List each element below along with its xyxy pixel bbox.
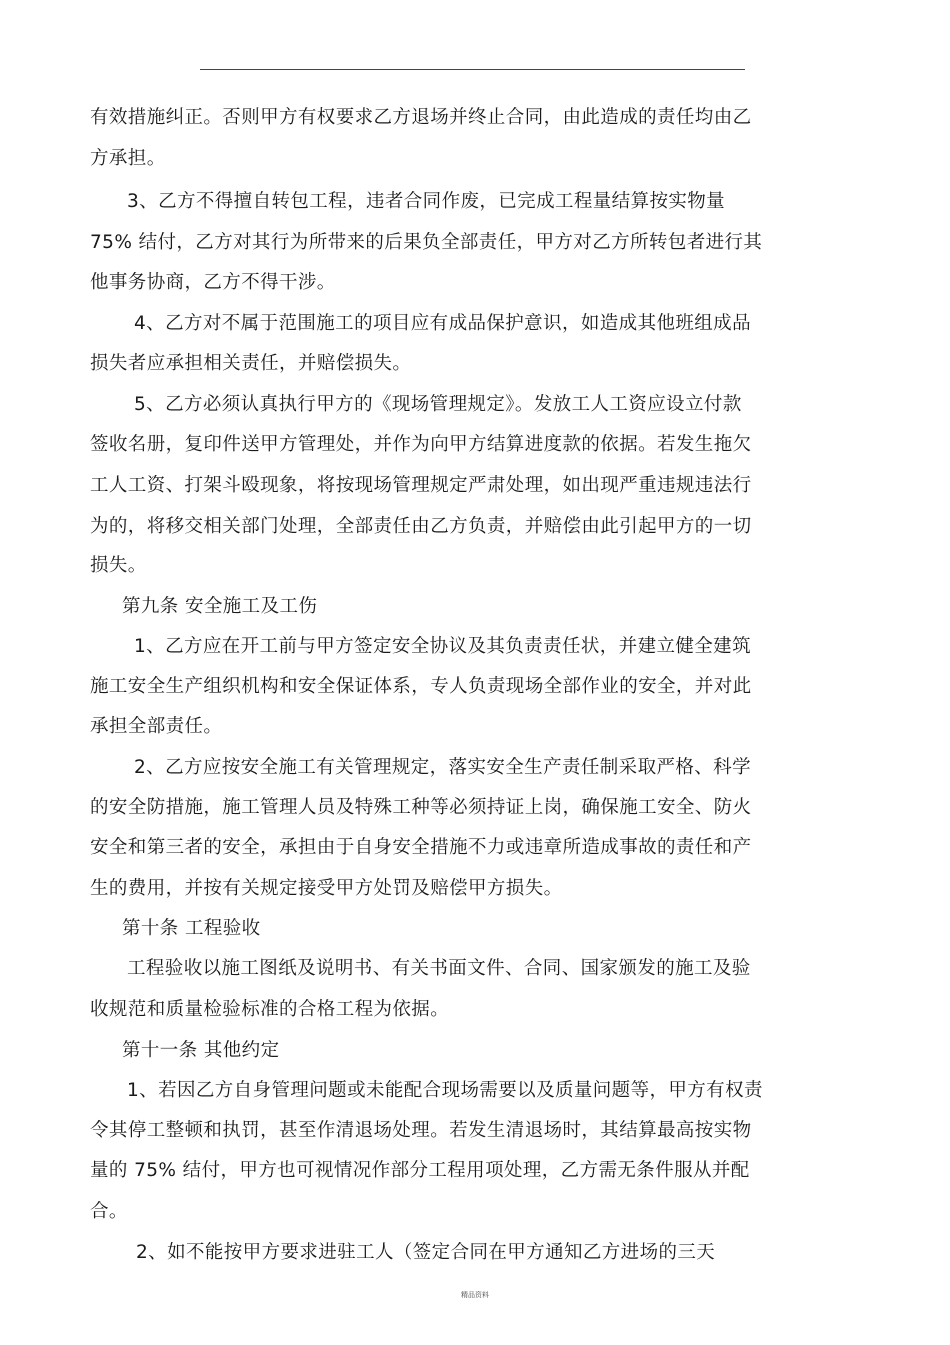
text-line: 生的费用，并按有关规定接受甲方处罚及赔偿甲方损失。	[90, 878, 563, 899]
text-line: 收规范和质量检验标准的合格工程为依据。	[90, 999, 450, 1020]
text-line: 的安全防措施，施工管理人员及特殊工种等必须持证上岗，确保施工安全、防火	[90, 797, 752, 818]
text-line: 75% 结付，乙方对其行为所带来的后果负全部责任，甲方对乙方所转包者进行其	[90, 232, 763, 253]
text-line: 施工安全生产组织机构和安全保证体系，专人负责现场全部作业的安全，并对此	[90, 676, 752, 697]
section-heading: 第十一条 其他约定	[122, 1040, 280, 1061]
text-line: 方承担。	[90, 148, 166, 169]
text-line: 1、若因乙方自身管理问题或未能配合现场需要以及质量问题等，甲方有权责	[127, 1080, 763, 1101]
text-line: 令其停工整顿和执罚，甚至作清退场处理。若发生清退场时，其结算最高按实物	[90, 1120, 752, 1141]
text-line: 损失者应承担相关责任，并赔偿损失。	[90, 353, 412, 374]
section-heading: 第十条 工程验收	[122, 918, 261, 939]
text-line: 合。	[90, 1201, 128, 1222]
header-rule	[200, 69, 745, 70]
text-line: 量的 75% 结付，甲方也可视情况作部分工程用项处理，乙方需无条件服从并配	[90, 1160, 750, 1181]
text-line: 2、如不能按甲方要求进驻工人（签定合同在甲方通知乙方进场的三天	[136, 1242, 716, 1263]
text-line: 有效措施纠正。否则甲方有权要求乙方退场并终止合同，由此造成的责任均由乙	[90, 107, 752, 128]
text-line: 为的，将移交相关部门处理，全部责任由乙方负责，并赔偿由此引起甲方的一切	[90, 516, 752, 537]
text-line: 工程验收以施工图纸及说明书、有关书面文件、合同、国家颁发的施工及验	[127, 958, 751, 979]
text-line: 2、乙方应按安全施工有关管理规定，落实安全生产责任制采取严格、科学	[134, 757, 751, 778]
text-line: 工人工资、打架斗殴现象，将按现场管理规定严肃处理，如出现严重违规违法行	[90, 475, 752, 496]
footer-note: 精品资料	[461, 1291, 489, 1299]
text-line: 安全和第三者的安全，承担由于自身安全措施不力或违章所造成事故的责任和产	[90, 837, 752, 858]
text-line: 4、乙方对不属于范围施工的项目应有成品保护意识，如造成其他班组成品	[134, 313, 751, 334]
text-line: 1、乙方应在开工前与甲方签定安全协议及其负责责任状，并建立健全建筑	[134, 636, 751, 657]
text-line: 损失。	[90, 555, 147, 576]
text-line: 签收名册，复印件送甲方管理处，并作为向甲方结算进度款的依据。若发生拖欠	[90, 434, 752, 455]
text-line: 5、乙方必须认真执行甲方的《现场管理规定》。发放工人工资应设立付款	[134, 394, 742, 415]
text-line: 3、乙方不得擅自转包工程，违者合同作废，已完成工程量结算按实物量	[127, 191, 726, 212]
text-line: 他事务协商，乙方不得干涉。	[90, 272, 336, 293]
section-heading: 第九条 安全施工及工伤	[122, 596, 318, 617]
text-line: 承担全部责任。	[90, 716, 223, 737]
